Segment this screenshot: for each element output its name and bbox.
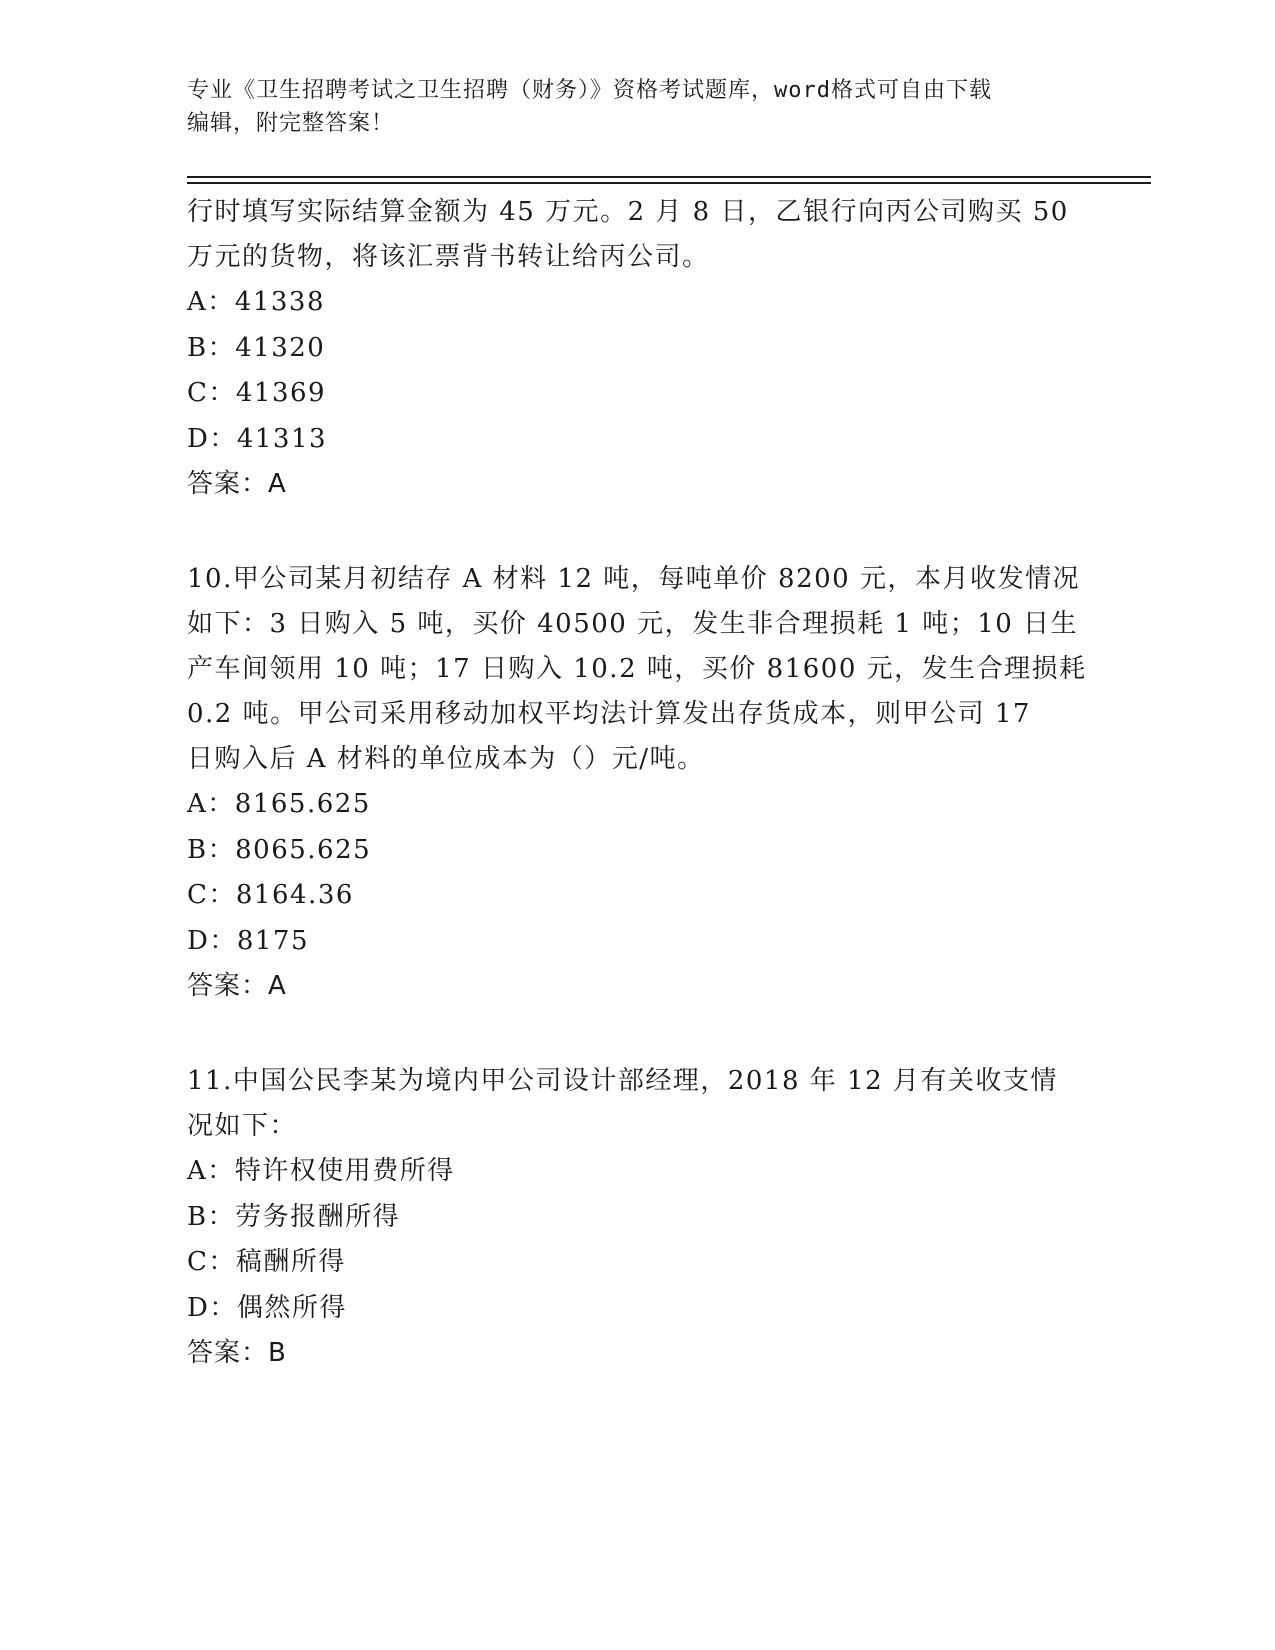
answer-label: 答案：B (187, 1338, 287, 1368)
question-stem-line: 如下：3 日购入 5 吨，买价 40500 元，发生非合理损耗 1 吨；10 日生 (187, 609, 1079, 639)
header-title-line-2: 编辑，附完整答案！ (187, 111, 395, 136)
document-header (187, 74, 1067, 140)
option-c: C：稿酬所得 (187, 1247, 346, 1277)
option-a: A：41338 (187, 287, 325, 317)
question-spacer (187, 1009, 1087, 1059)
question-stem-line: 10.甲公司某月初结存 A 材料 12 吨，每吨单价 8200 元，本月收发情况 (187, 564, 1080, 594)
header-divider-bottom (187, 182, 1151, 184)
header-title-line-1: 专业《卫生招聘考试之卫生招聘（财务）》资格考试题库，word格式可自由下载 (187, 78, 992, 103)
answer-label: 答案：A (187, 469, 287, 499)
option-a: A：特许权使用费所得 (187, 1156, 455, 1186)
question-spacer (187, 507, 1087, 557)
question-stem-line: 0.2 吨。甲公司采用移动加权平均法计算发出存货成本，则甲公司 17 (187, 699, 1031, 729)
header-divider-top (187, 176, 1151, 178)
question-block (187, 190, 1087, 507)
question-stem-line: 产车间领用 10 吨；17 日购入 10.2 吨，买价 81600 元，发生合理损耗 (187, 654, 1087, 684)
option-a: A：8165.625 (187, 789, 371, 819)
question-stem-line: 行时填写实际结算金额为 45 万元。2 月 8 日，乙银行向丙公司购买 50 (187, 197, 1069, 227)
answer-label: 答案：A (187, 971, 287, 1001)
option-b: B：41320 (187, 332, 326, 363)
question-block (187, 557, 1087, 1009)
option-c: C：8164.36 (187, 880, 354, 910)
question-stem-line: 11.中国公民李某为境内甲公司设计部经理，2018 年 12 月有关收支情 (187, 1066, 1058, 1096)
question-stem-line: 日购入后 A 材料的单位成本为（）元/吨。 (187, 744, 705, 774)
option-b: B：劳务报酬所得 (187, 1201, 401, 1232)
option-d: D：41313 (187, 423, 328, 454)
option-d: D：偶然所得 (187, 1292, 347, 1323)
option-d: D：8175 (187, 925, 310, 956)
option-b: B：8065.625 (187, 834, 372, 865)
option-c: C：41369 (187, 378, 327, 408)
question-stem-line: 况如下： (187, 1111, 298, 1141)
question-list (187, 190, 1087, 1376)
question-block (187, 1059, 1087, 1376)
question-stem-line: 万元的货物，将该汇票背书转让给丙公司。 (187, 242, 710, 272)
